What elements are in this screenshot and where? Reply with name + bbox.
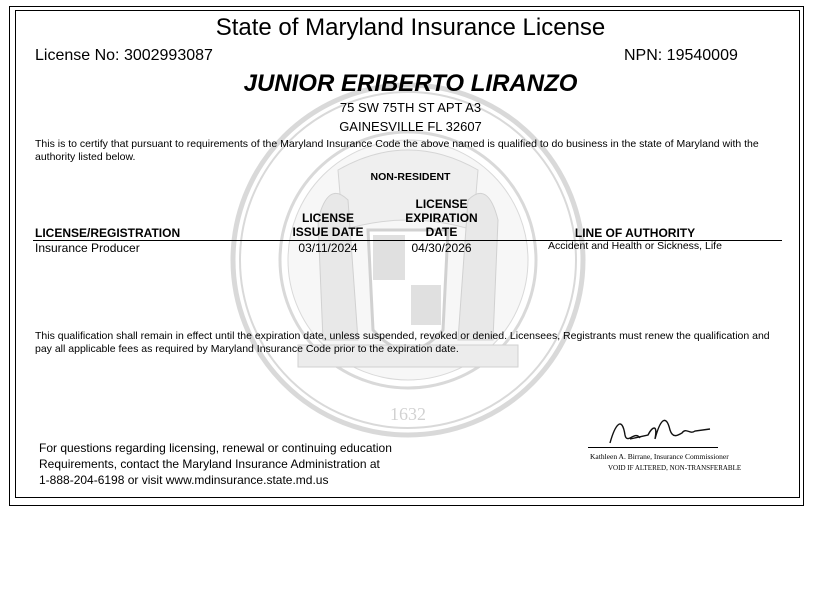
header-expiration-date: LICENSE EXPIRATION DATE bbox=[405, 197, 478, 239]
contact-line-3: 1-888-204-6198 or visit www.mdinsurance.state.md.us bbox=[39, 473, 329, 487]
row-issue-date: 03/11/2024 bbox=[298, 241, 358, 255]
header-license-registration: LICENSE/REGISTRATION bbox=[35, 226, 181, 240]
license-number: License No: 3002993087 bbox=[35, 47, 213, 64]
seal-year: 1632 bbox=[390, 404, 426, 424]
commissioner-name: Kathleen A. Birrane, Insurance Commissioner bbox=[590, 452, 729, 461]
contact-line-2: Requirements, contact the Maryland Insurance Administration at bbox=[39, 457, 380, 471]
maryland-seal-watermark bbox=[218, 80, 598, 440]
address-line-2: GAINESVILLE FL 32607 bbox=[339, 119, 482, 134]
document-title: State of Maryland Insurance License bbox=[215, 14, 606, 41]
row-line-of-authority: Accident and Health or Sickness, Life bbox=[548, 240, 722, 252]
void-notice: VOID IF ALTERED, NON-TRANSFERABLE bbox=[608, 464, 742, 472]
residency-status: NON-RESIDENT bbox=[370, 171, 451, 183]
contact-line-1: For questions regarding licensing, renewal or continuing education bbox=[39, 441, 392, 455]
commissioner-signature bbox=[600, 405, 720, 450]
row-license-type: Insurance Producer bbox=[35, 241, 140, 255]
row-expiration-date: 04/30/2026 bbox=[411, 241, 472, 255]
address-line-1: 75 SW 75TH ST APT A3 bbox=[339, 100, 482, 115]
header-issue-date: LICENSE ISSUE DATE bbox=[292, 211, 364, 239]
signature-line bbox=[588, 447, 718, 448]
certification-text: This is to certify that pursuant to requirements of the Maryland Insurance Code the above named is qualified to do business in the state of Maryland with the authority listed below. bbox=[35, 138, 759, 163]
header-line-of-authority: LINE OF AUTHORITY bbox=[574, 226, 696, 240]
contact-info bbox=[39, 440, 439, 488]
npn-number: NPN: 19540009 bbox=[624, 47, 738, 64]
licensee-name: JUNIOR ERIBERTO LIRANZO bbox=[243, 70, 578, 97]
qualification-note: This qualification shall remain in effect until the expiration date, unless suspended, revoked or denied. Licensees, Registrants must renew the qualification and pay all applicable fees as required by Maryland Insurance Code prior to the expiration date. bbox=[35, 330, 770, 355]
